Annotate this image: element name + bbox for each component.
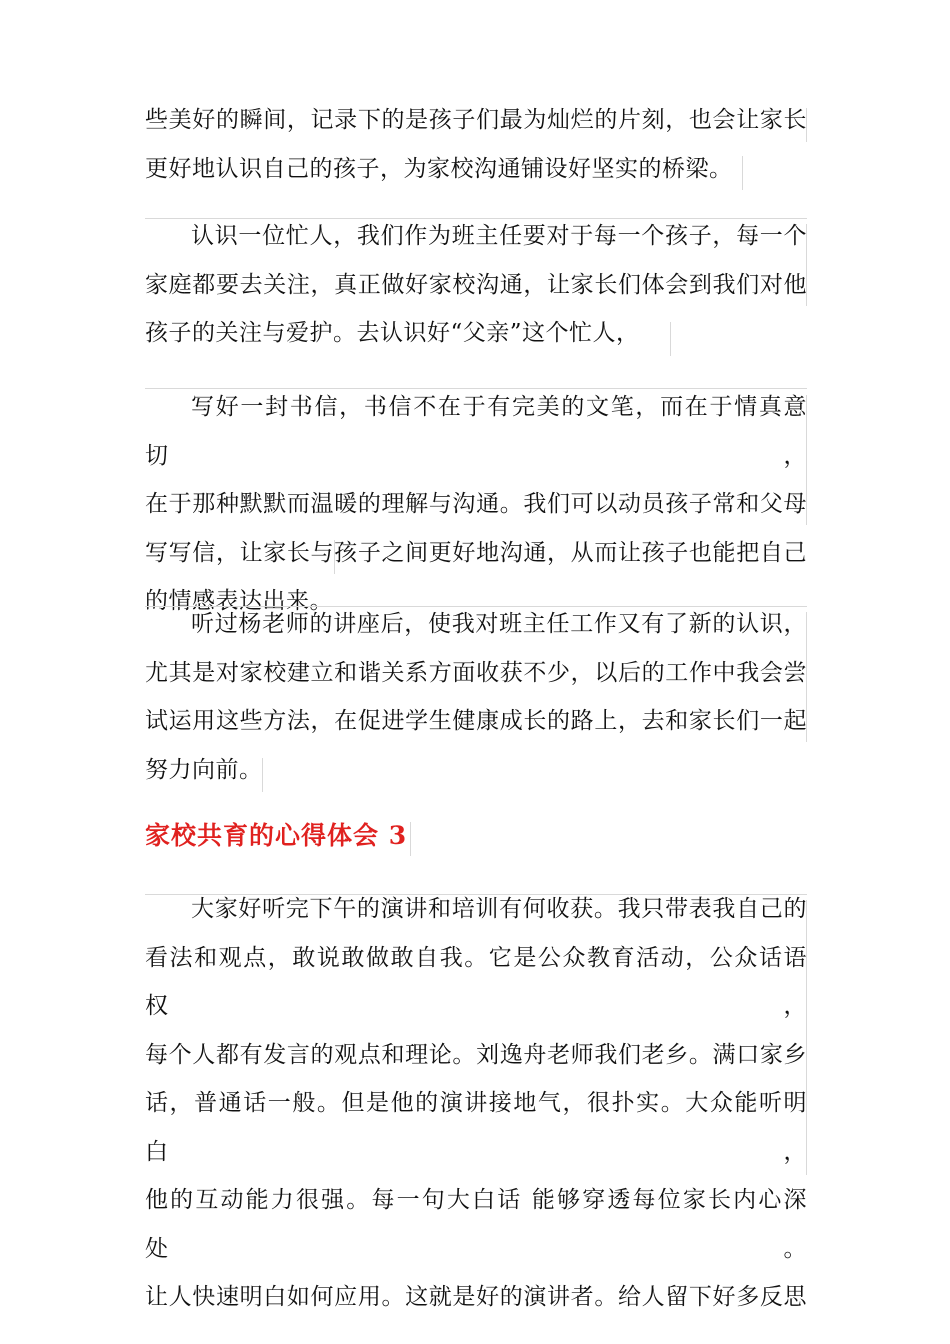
paragraph-line: 话，普通话一般。但是他的演讲接地气，很扑实。大众能听明白， [145,1090,807,1165]
paragraph-line: 孩子的关注与爱护。去认识好“父亲”这个忙人， [145,320,640,346]
paragraph-line: 大家好听完下午的演讲和培训有何收获。我只带表我自己的 [191,896,807,922]
paragraph-line: 他的互动能力很强。每一句大白话 能够穿透每位家长内心深处。 [145,1187,807,1262]
page-guide [670,322,671,356]
section-paragraph [145,885,807,1322]
paragraph-line: 在于那种默默而温暖的理解与沟通。我们可以动员孩子常和父母 [145,491,807,517]
page-guide [806,224,807,306]
paragraph-line: 看法和观点，敢说敢做敢自我。它是公众教育活动，公众话语权， [145,944,807,1019]
paragraph-line: 写写信，让家长与孩子之间更好地沟通，从而让孩子也能把自己 [145,539,807,566]
section-heading: 家校共育的心得体会 3 [145,821,408,850]
paragraph-1 [145,96,807,193]
paragraph-line: 的情感表达出来。 [145,588,333,614]
paragraph-line: 让人快速明白如何应用。这就是好的演讲者。给人留下好多反思 [145,1284,807,1310]
page-guide [742,156,743,190]
paragraph-line: 写好一封书信，书信不在于有完美的文笔，而在于情真意切， [145,394,807,469]
paragraph-3 [145,383,807,626]
page-guide [806,900,807,1175]
paragraph-line: 更好地认识自己的孩子，为家校沟通铺设好坚实的桥梁。 [145,155,733,182]
page-guide [334,540,335,574]
page-guide [806,108,807,142]
page-guide [410,822,411,856]
paragraph-line: 认识一位忙人，我们作为班主任要对于每一个孩子，每一个 [191,223,807,249]
paragraph-line: 家庭都要去关注，真正做好家校沟通，让家长们体会到我们对他 [145,271,807,298]
page-guide [806,395,807,525]
paragraph-line: 尤其是对家校建立和谐关系方面收获不少，以后的工作中我会尝 [145,659,807,686]
paragraph-2 [145,212,807,358]
page-guide [262,758,263,792]
paragraph-line: 听过杨老师的讲座后，使我对班主任工作又有了新的认识， [191,611,807,637]
paragraph-line: 每个人都有发言的观点和理论。刘逸舟老师我们老乡。满口家乡 [145,1041,807,1068]
paragraph-4 [145,600,807,794]
page-guide [806,612,807,742]
paragraph-line: 些美好的瞬间，记录下的是孩子们最为灿烂的片刻，也会让家长 [145,107,807,133]
paragraph-line: 试运用这些方法，在促进学生健康成长的路上，去和家长们一起 [145,708,807,734]
paragraph-line: 努力向前。 [145,756,263,783]
